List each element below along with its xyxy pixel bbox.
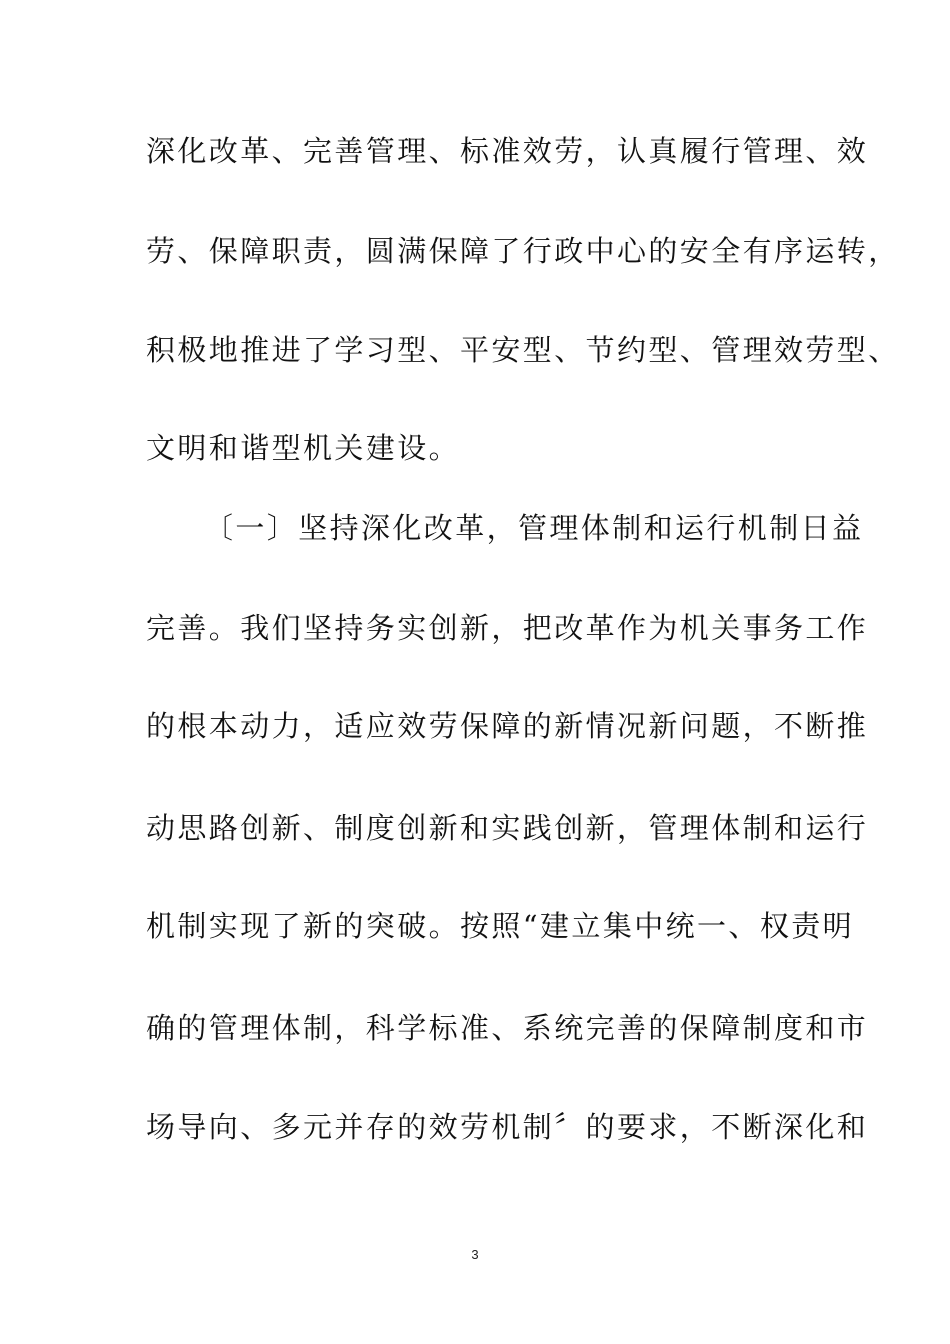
body-text-line: 积极地推进了学习型、平安型、节约型、管理效劳型、 [146,333,900,367]
body-text-line: 动思路创新、制度创新和实践创新，管理体制和运行 [146,811,869,845]
section-heading-line: 〔一〕坚持深化改革，管理体制和运行机制日益 [204,511,864,545]
body-text-line: 深化改革、完善管理、标准效劳，认真履行管理、效 [146,134,869,168]
body-text-line: 的根本动力，适应效劳保障的新情况新问题，不断推 [146,709,869,743]
page-number: 3 [471,1247,479,1262]
body-text-line: 文明和谐型机关建设。 [146,431,461,465]
body-text-line: 场导向、多元并存的效劳机制〞的要求，不断深化和 [146,1110,869,1144]
body-text-line: 劳、保障职责，圆满保障了行政中心的安全有序运转， [146,234,900,268]
body-text-line: 确的管理体制，科学标准、系统完善的保障制度和市 [146,1011,869,1045]
body-text-line: 机制实现了新的突破。按照“建立集中统一、权责明 [146,909,855,943]
body-text-line: 完善。我们坚持务实创新，把改革作为机关事务工作 [146,611,869,645]
